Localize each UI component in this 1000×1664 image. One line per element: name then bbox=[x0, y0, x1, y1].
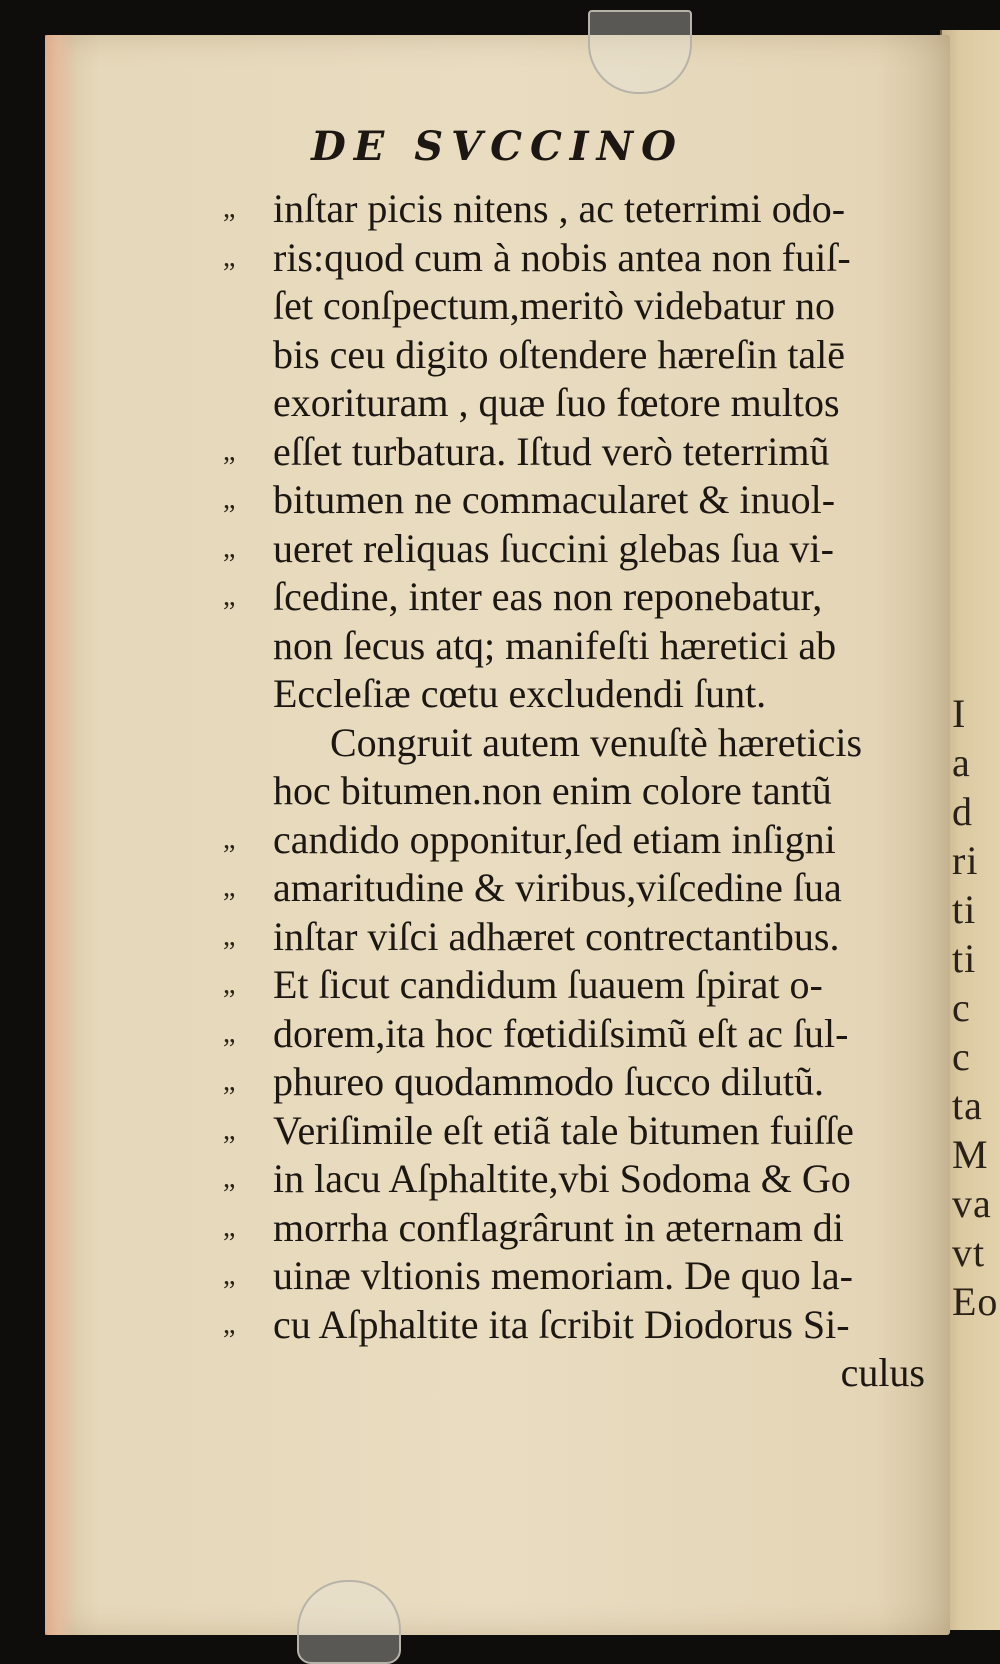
text-line bbox=[45, 329, 950, 381]
text-line bbox=[45, 523, 950, 575]
marginal-quote-mark: „ bbox=[223, 484, 236, 515]
marginal-quote-mark: „ bbox=[223, 1211, 236, 1243]
next-page-fragment: ti bbox=[952, 936, 977, 981]
next-page-fragment: ri bbox=[952, 838, 979, 883]
line-text: inſtar viſci adhæret contrectantibus. bbox=[273, 913, 840, 959]
text-line bbox=[45, 1008, 950, 1060]
line-text: bitumen ne commacularet & inuol- bbox=[273, 477, 836, 522]
line-text: morrha conflagrârunt in æternam di bbox=[273, 1204, 844, 1250]
marginal-quote-mark: „ bbox=[223, 823, 236, 855]
line-text: phureo quodammodo ſucco dilutũ. bbox=[273, 1059, 825, 1104]
line-text: Et ſicut candidum ſuauem ſpirat o- bbox=[273, 962, 823, 1007]
running-head: DE SVCCINO bbox=[311, 123, 684, 170]
line-text: amaritudine & viribus,viſcedine ſua bbox=[273, 865, 842, 910]
marginal-quote-mark: „ bbox=[223, 532, 236, 564]
next-page-fragment: vt bbox=[952, 1230, 986, 1275]
next-page-fragment: d bbox=[952, 789, 973, 834]
text-line bbox=[45, 232, 950, 284]
marginal-quote-mark: „ bbox=[223, 435, 236, 467]
next-page-fragment: Eo bbox=[952, 1279, 999, 1324]
line-text: candido opponitur,ſed etiam inſigni bbox=[273, 816, 836, 862]
line-text: ſcedine, inter eas non reponebatur, bbox=[273, 574, 823, 619]
text-line bbox=[45, 911, 950, 963]
text-line bbox=[45, 1056, 950, 1108]
text-line bbox=[45, 814, 950, 866]
text-line bbox=[45, 1153, 950, 1205]
line-text: inſtar picis nitens , ac teterrimi odo- bbox=[273, 186, 846, 231]
next-page-fragment: ta bbox=[952, 1083, 983, 1128]
marginal-quote-mark: „ bbox=[223, 193, 236, 224]
marginal-quote-mark: „ bbox=[223, 1114, 236, 1146]
text-line bbox=[45, 183, 950, 235]
line-text: ueret reliquas ſuccini glebas ſua vi- bbox=[273, 525, 834, 571]
text-line bbox=[45, 668, 950, 720]
line-text: non ſecus atq; manifeſti hæretici ab bbox=[273, 622, 837, 668]
marginal-quote-mark: „ bbox=[223, 969, 236, 1000]
next-page-fragment: a bbox=[952, 740, 971, 785]
line-text: hoc bitumen.non enim colore tantũ bbox=[273, 768, 832, 813]
marginal-quote-mark: „ bbox=[223, 581, 236, 612]
next-page-fragment: va bbox=[952, 1181, 992, 1226]
next-page-fragment: c bbox=[952, 985, 971, 1030]
line-text: exorituram , quæ ſuo fœtore multos bbox=[273, 380, 840, 425]
line-text: eſſet turbatura. Iſtud verò teterrimũ bbox=[273, 428, 830, 474]
text-line bbox=[45, 1347, 950, 1399]
line-text: uinæ vltionis memoriam. De quo la- bbox=[273, 1253, 853, 1298]
text-line bbox=[45, 765, 950, 817]
text-line bbox=[45, 280, 950, 332]
marginal-quote-mark: „ bbox=[223, 920, 236, 952]
line-text: in lacu Aſphaltite,vbi Sodoma & Go bbox=[273, 1156, 851, 1201]
book-page bbox=[45, 35, 950, 1635]
next-page-fragment: M bbox=[952, 1132, 989, 1177]
next-page-fragment: I bbox=[952, 691, 967, 736]
line-text: Congruit autem venuſtè hæreticis bbox=[330, 719, 863, 765]
marginal-quote-mark: „ bbox=[223, 241, 236, 273]
text-line bbox=[45, 959, 950, 1011]
next-page-fragment: ti bbox=[952, 887, 977, 932]
line-text: Eccleſiæ cœtu excludendi ſunt. bbox=[273, 671, 767, 716]
marginal-quote-mark: „ bbox=[223, 1260, 236, 1291]
marginal-quote-mark: „ bbox=[223, 872, 236, 903]
marginal-quote-mark: „ bbox=[223, 1308, 236, 1340]
text-line bbox=[45, 862, 950, 914]
marginal-quote-mark: „ bbox=[223, 1017, 236, 1049]
line-text: culus bbox=[840, 1350, 925, 1395]
text-line bbox=[45, 571, 950, 623]
line-text: Veriſimile eſt etiã tale bitumen fuiſſe bbox=[273, 1107, 854, 1153]
text-line bbox=[45, 377, 950, 429]
marginal-quote-mark: „ bbox=[223, 1163, 236, 1194]
text-line bbox=[45, 1105, 950, 1157]
line-text: cu Aſphaltite ita ſcribit Diodorus Si- bbox=[273, 1301, 850, 1347]
text-line bbox=[45, 620, 950, 672]
line-text: dorem,ita hoc fœtidiſsimũ eſt ac ſul- bbox=[273, 1010, 849, 1056]
text-line bbox=[45, 717, 950, 769]
next-page-fragment: c bbox=[952, 1034, 971, 1079]
line-text: ris:quod cum à nobis antea non fuiſ- bbox=[273, 234, 851, 280]
text-line bbox=[45, 1250, 950, 1302]
text-line bbox=[45, 474, 950, 526]
marginal-quote-mark: „ bbox=[223, 1066, 236, 1097]
text-line bbox=[45, 1202, 950, 1254]
line-text: bis ceu digito oſtendere hæreſin talē bbox=[273, 331, 846, 377]
text-line bbox=[45, 1299, 950, 1351]
line-text: ſet conſpectum,meritò videbatur no bbox=[273, 283, 836, 328]
text-line bbox=[45, 426, 950, 478]
